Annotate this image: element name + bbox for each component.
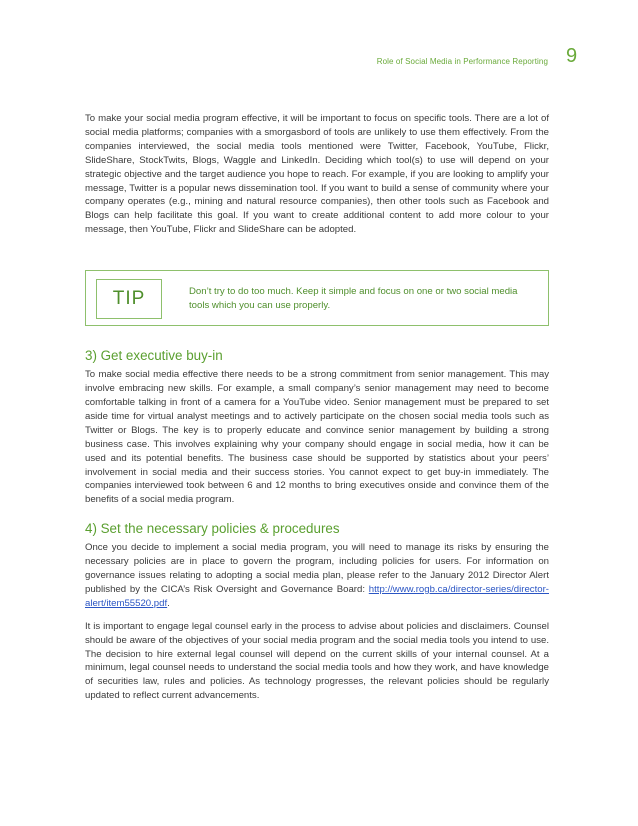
intro-paragraph: To make your social media program effective, it will be important to focus on specific tools. There are a lot of social media platforms; companies with a smorgasbord of tools are unlikely to use them effectively. From the companies interviewed, the social media tools mentioned were Twitter, Facebook, YouTube, Flickr, SlideShare, StockTwits, Blogs, Waggle and LinkedIn. Deciding which tool(s) to use will depend on your strategic objective and the target audience you hope to reach. For example, if you are looking to amplify your message, Twitter is a popular news dissemination tool. If you want to build a sense of community where your company operates (e.g., mining and natural resource companies), then other tools such as Facebook and Blogs can help facilitate this goal. If you want to create additional content to add more colour to your message, then YouTube, Flickr and SlideShare can be adopted. [85,113,549,236]
tip-label: TIP [112,288,146,310]
policies-paragraph-1-end: . [167,597,170,609]
tip-text: Don’t try to do too much. Keep it simple and focus on one or two social media tools which you can use properly. [189,286,518,311]
tip-callout [85,270,549,326]
tip-label-box [96,279,162,319]
section-heading-policies-procedures: 4) Set the necessary policies & procedures [85,521,340,537]
director-alert-link[interactable]: http://www.rogb.ca/director-series/director-alert/item55520.pdf [85,583,549,609]
policies-paragraph-1 [85,541,549,611]
page-number: 9 [566,45,578,67]
executive-buy-in-paragraph: To make social media effective there needs to be a strong commitment from senior management. This may involve embracing new skills. For example, a small company’s senior management may need to become comfortable talking in front of a camera for a YouTube video. Senior management must be prepared to set aside time for virtual analyst meetings and to actively participate on the chosen social media tools such as Twitter or Blogs. The key is to properly educate and convince senior management by building a strong business case. This involves explaining why your company should engage in social media, how it can be used and its potential benefits. The business case should be supported by statistics about your peers’ involvement in social media and their success stories. You cannot expect to get buy-in immediately. The companies interviewed took between 6 and 12 months to bring executives onside and convince them of the benefits of a social media program. [85,369,549,506]
running-header-title: Role of Social Media in Performance Reporting [376,57,548,66]
page-content [85,112,549,703]
policies-paragraph-2: It is important to engage legal counsel early in the process to advise about policies and disclaimers. Counsel should be aware of the objectives of your social media program and the social media tools you intend to use. The decision to hire external legal counsel will depend on the current skills of your internal counsel. At a minimum, legal counsel needs to understand the social media tools and how they work, and have knowledge of securities law, rules and policies. As technology progresses, the relevant policies should be regularly updated to reflect current advancements. [85,620,549,702]
section-heading-executive-buy-in: 3) Get executive buy-in [85,348,223,364]
policies-paragraph-1-text: Once you decide to implement a social media program, you will need to manage its risks by ensuring the necessary policies are in place to govern the program, including policies for users. For information on governance issues relating to adopting a social media plan, please refer to the January 2012 Director Alert published by the CICA’s Risk Oversight and Governance Board: [85,542,549,595]
